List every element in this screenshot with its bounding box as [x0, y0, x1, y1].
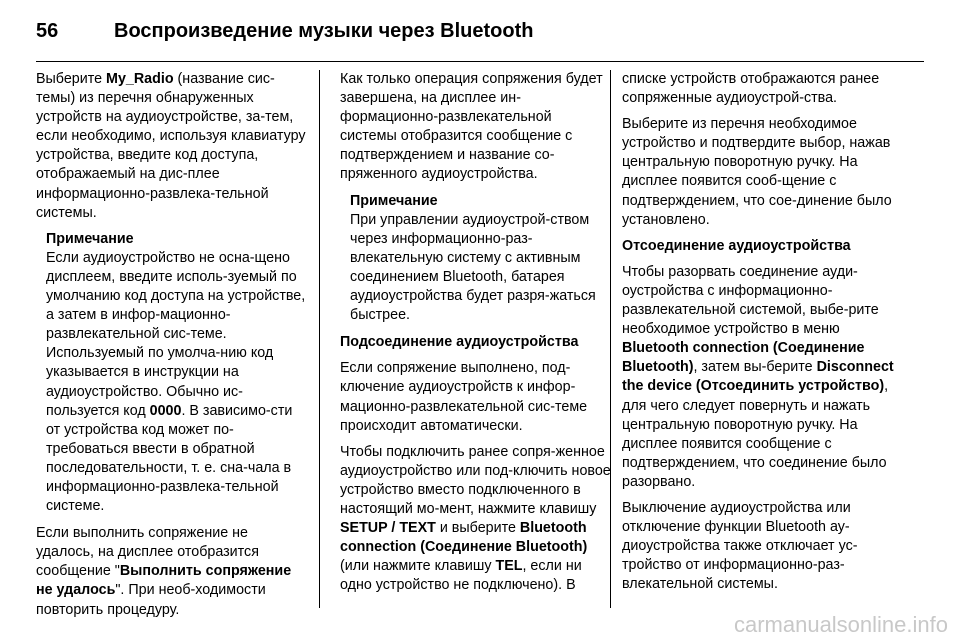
header-rule	[36, 61, 924, 62]
section-heading-connect: Подсоединение аудиоустройства	[340, 334, 579, 351]
paragraph-power-off: Выключение аудиоустройства или отключение функции Bluetooth ау-диоустройства также отключает ус-тройство от информационно-раз-влекательной системы.	[622, 499, 858, 593]
column-separator	[319, 70, 320, 608]
paragraph-pairing-failed: Если выполнить сопряжение не удалось, на дисплее отобразится сообщение "Выполнить сопряжение не удалось". При необ-ходимости повторить процедуру.	[36, 525, 292, 618]
note-box	[350, 192, 612, 326]
note-title: Примечание	[350, 192, 438, 209]
column-2	[340, 70, 612, 602]
paragraph-connect-device: Чтобы подключить ранее сопря-женное аудиоустройство или под-ключить новое устройство вместо подключенного в настоящий мо-мент, нажмите клавишу SETUP / TEXT и выберите Bluetooth connection (Соединение Bluetooth) (или нажмите клавишу TEL, если ни одно устройство не подключено). В	[340, 443, 611, 594]
paragraph-select-system: Выберите My_Radio (название сис-темы) из перечня обнаруженных устройств на аудиоустройстве, за-тем, если необходимо, используя клавиатуру устройства, введите код доступа, отображаемый на дис-плее информационно-развлека-тельной системы.	[36, 71, 306, 221]
column-1	[36, 70, 308, 627]
default-code: 0000	[149, 402, 182, 419]
note-box	[46, 230, 308, 516]
paragraph-disconnect: Чтобы разорвать соединение ауди-оустройства с информационно-развлекательной системой, выбе-рите необходимое устройство в меню Bluetooth connection (Соединение Bluetooth), затем вы-берите Disconnect the device (Отсоединить устройство), для чего следует повернуть и нажать центральную поворотную ручку. На дисплее появится сообщение с подтверждением, что соединение было разорвано.	[622, 263, 894, 490]
page-header	[36, 20, 533, 43]
disconnect-option: Disconnect the device (Отсоединить устройство)	[622, 359, 894, 395]
paragraph-device-list: списке устройств отображаются ранее сопряженные аудиоустрой-ства.	[622, 71, 880, 107]
failed-message: Выполнить сопряжение не удалось	[36, 563, 292, 599]
paragraph-select-device: Выберите из перечня необходимое устройство и подтвердите выбор, нажав центральную поворотную ручку. На дисплее появится сооб-щение с подтверждением, что сое-динение было установлено.	[622, 116, 892, 228]
column-separator	[610, 70, 611, 608]
column-3	[622, 70, 894, 601]
watermark: carmanualsonline.info	[733, 612, 948, 637]
note-text: Если аудиоустройство не осна-щено дисплеем, введите исполь-зуемый по умолчанию код доступа на устройстве, а затем в инфор-мационно-развлекательной сис-теме. Используемый по умолча-нию код указывается в инструкции на аудиоустройство. Обычно ис-пользуется код 0000. В зависимо-сти от устройства код может по-требоваться ввести в обратной последовательности, т. е. сна-чала в информационно-развлека-тельной системе.	[46, 249, 306, 515]
paragraph-auto-connect: Если сопряжение выполнено, под-ключение аудиоустройств к инфор-мационно-развлекательной сис-теме происходит автоматически.	[340, 360, 588, 434]
bt-connection-menu: Bluetooth connection (Соединение Bluetooth)	[622, 340, 865, 376]
page-number: 56	[36, 20, 59, 42]
tel-key: TEL	[495, 558, 523, 575]
section-heading-disconnect: Отсоединение аудиоустройства	[622, 237, 851, 254]
paragraph-pairing-complete: Как только операция сопряжения будет завершена, на дисплее ин-формационно-развлекательной системы отобразится сообщение с подтверждением и название со-пряженного аудиоустройства.	[340, 71, 603, 183]
setup-key: SETUP / TEXT	[340, 520, 436, 537]
bt-connection-menu: Bluetooth connection (Соединение Bluetooth)	[340, 520, 588, 556]
note-title: Примечание	[46, 230, 134, 247]
page-title: Воспроизведение музыки через Bluetooth	[114, 20, 534, 42]
note-text: При управлении аудиоустрой-ством через информационно-раз-влекательную систему с активным соединением Bluetooth, батарея аудиоустройства будет разря-жаться быстрее.	[350, 211, 596, 324]
system-name: My_Radio	[106, 71, 174, 87]
